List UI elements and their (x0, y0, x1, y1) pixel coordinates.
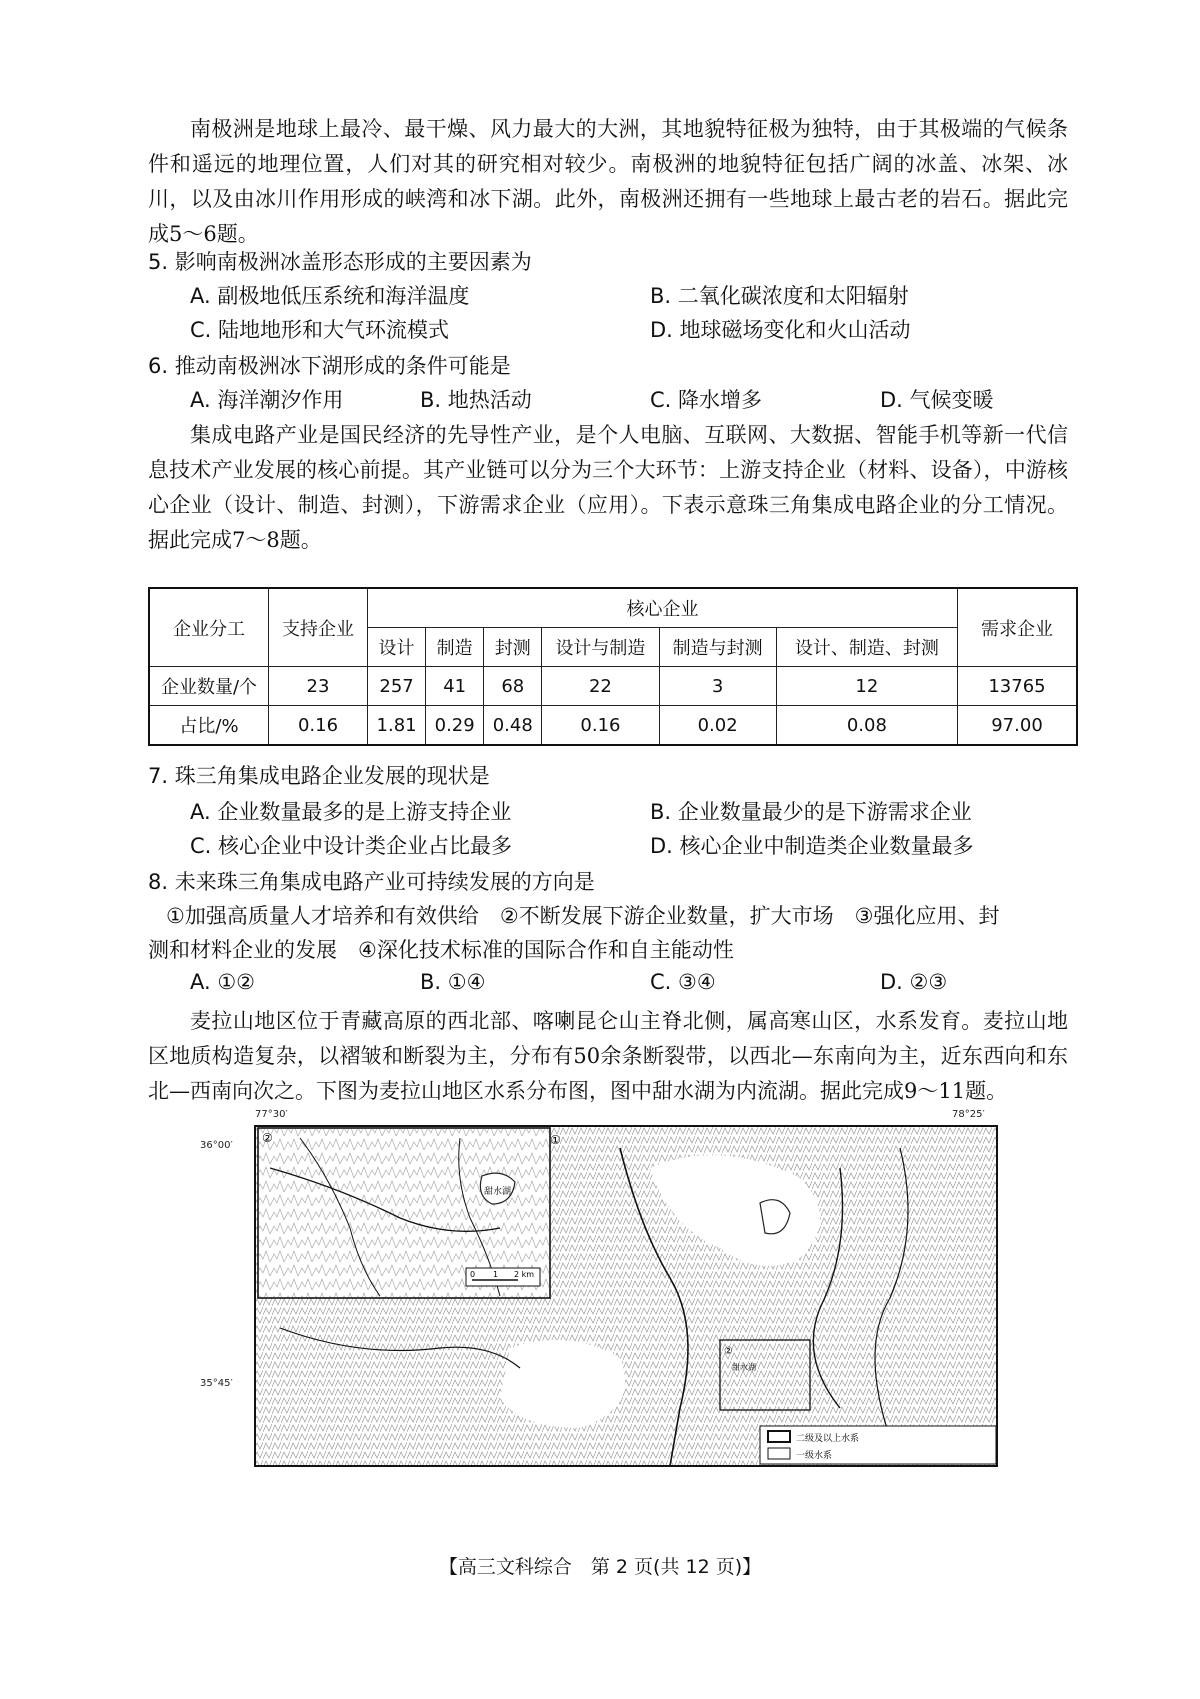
table-cell: 97.00 (958, 706, 1078, 746)
inset-lake-label: 甜水湖 (484, 1187, 512, 1197)
lat-bottom-label: 35°45′ (200, 1378, 233, 1389)
passage-integrated-circuit: 集成电路产业是国民经济的先导性产业，是个人电脑、互联网、大数据、智能手机等新一代信息技术产业发展的核心前提。其产业链可以分为三个大环节：上游支持企业（材料、设备），中游核心企业（设计、制造、封测），下游需求企业（应用）。下表示意珠三角集成电路企业的分工情况。据此完成7～8题。 (148, 423, 1068, 552)
table-cell: 22 (542, 667, 659, 706)
table-support-header: 支持企业 (269, 588, 368, 667)
q8-items-line-1: ①加强高质量人才培养和有效供给 ②不断发展下游企业数量，扩大市场 ③强化应用、封 (166, 904, 1000, 928)
q5-option-a[interactable]: A. 副极地低压系统和海洋温度 (190, 284, 470, 308)
main-map-label: ① (550, 1133, 561, 1147)
question-6-stem: 6. 推动南极洲冰下湖形成的条件可能是 (148, 354, 511, 378)
q8-option-a[interactable]: A. ①② (190, 970, 255, 994)
q7-option-b[interactable]: B. 企业数量最少的是下游需求企业 (650, 800, 972, 824)
q6-option-c[interactable]: C. 降水增多 (650, 388, 763, 412)
table-sub-header: 制造与封测 (659, 628, 776, 667)
q7-option-a[interactable]: A. 企业数量最多的是上游支持企业 (190, 800, 512, 824)
table-corner: 企业分工 (149, 588, 269, 667)
q6-option-b[interactable]: B. 地热活动 (420, 388, 532, 412)
q7-option-c[interactable]: C. 核心企业中设计类企业占比最多 (190, 834, 513, 858)
table-row-percent (149, 706, 1077, 746)
question-8-stem: 8. 未来珠三角集成电路产业可持续发展的方向是 (148, 870, 595, 894)
question-7-stem: 7. 珠三角集成电路企业发展的现状是 (148, 764, 490, 788)
table-cell: 12 (776, 667, 957, 706)
scale-0: 0 (470, 1270, 476, 1279)
table-cell: 0.08 (776, 706, 957, 746)
table-sub-header: 设计 (368, 628, 426, 667)
q6-option-d[interactable]: D. 气候变暖 (880, 388, 994, 412)
q5-option-c[interactable]: C. 陆地地形和大气环流模式 (190, 318, 450, 342)
legend-symbol-major (768, 1431, 790, 1442)
table-demand-header: 需求企业 (958, 588, 1078, 667)
q5-option-b[interactable]: B. 二氧化碳浓度和太阳辐射 (650, 284, 909, 308)
legend-major-rivers: 二级及以上水系 (796, 1434, 860, 1444)
table-cell: 0.48 (484, 706, 542, 746)
q7-option-d[interactable]: D. 核心企业中制造类企业数量最多 (650, 834, 974, 858)
table-cell: 3 (659, 667, 776, 706)
page-footer: 【高三文科综合 第 2 页(共 12 页)】 (438, 1556, 762, 1578)
table-sub-header: 制造 (426, 628, 484, 667)
ic-division-table (148, 587, 1078, 746)
table-cell: 13765 (958, 667, 1078, 706)
legend-symbol-minor (768, 1448, 790, 1459)
table-core-header: 核心企业 (368, 588, 958, 628)
table-cell: 0.16 (542, 706, 659, 746)
map-lowland (500, 1340, 625, 1428)
river-system-map (200, 1108, 1000, 1468)
q8-option-d[interactable]: D. ②③ (880, 970, 948, 994)
table-row-count (149, 667, 1077, 706)
table-cell: 0.16 (269, 706, 368, 746)
table-sub-header: 设计与制造 (542, 628, 659, 667)
q8-option-b[interactable]: B. ①④ (420, 970, 486, 994)
table-cell: 1.81 (368, 706, 426, 746)
lon-right-label: 78°25′ (952, 1109, 985, 1120)
lon-left-label: 77°30′ (255, 1109, 288, 1120)
passage-antarctica: 南极洲是地球上最冷、最干燥、风力最大的大洲，其地貌特征极为独特，由于其极端的气候条件和遥远的地理位置，人们对其的研究相对较少。南极洲的地貌特征包括广阔的冰盖、冰架、冰川，以及由冰川作用形成的峡湾和冰下湖。此外，南极洲还拥有一些地球上最古老的岩石。据此完成5～6题。 (148, 117, 1068, 246)
legend-minor-rivers: 一级水系 (796, 1451, 833, 1461)
lat-top-label: 36°00′ (200, 1140, 233, 1151)
inset-location-marker: ② (724, 1346, 733, 1357)
table-cell: 0.02 (659, 706, 776, 746)
q6-option-a[interactable]: A. 海洋潮汐作用 (190, 388, 344, 412)
q8-option-c[interactable]: C. ③④ (650, 970, 716, 994)
table-sub-header: 封测 (484, 628, 542, 667)
table-sub-header: 设计、制造、封测 (776, 628, 957, 667)
inset-map-label: ② (262, 1131, 273, 1145)
table-row-label: 企业数量/个 (149, 667, 269, 706)
q5-option-d[interactable]: D. 地球磁场变化和火山活动 (650, 318, 911, 342)
main-lake-label: 甜水湖 (732, 1363, 756, 1372)
q8-items-line-2: 测和材料企业的发展 ④深化技术标准的国际合作和自主能动性 (148, 938, 734, 962)
table-cell: 257 (368, 667, 426, 706)
table-cell: 68 (484, 667, 542, 706)
passage-maila-mountain: 麦拉山地区位于青藏高原的西北部、喀喇昆仑山主脊北侧，属高寒山区，水系发育。麦拉山地区地质构造复杂，以褶皱和断裂为主，分布有50余条断裂带，以西北—东南向为主，近东西向和东北—西南向次之。下图为麦拉山地区水系分布图，图中甜水湖为内流湖。据此完成9～11题。 (148, 1009, 1068, 1103)
table-cell: 41 (426, 667, 484, 706)
table-row-label: 占比/% (149, 706, 269, 746)
scale-2: 2 km (514, 1270, 535, 1279)
table-cell: 23 (269, 667, 368, 706)
question-5-stem: 5. 影响南极洲冰盖形态形成的主要因素为 (148, 250, 532, 274)
scale-1: 1 (493, 1270, 499, 1279)
table-cell: 0.29 (426, 706, 484, 746)
map-svg (200, 1108, 1000, 1468)
